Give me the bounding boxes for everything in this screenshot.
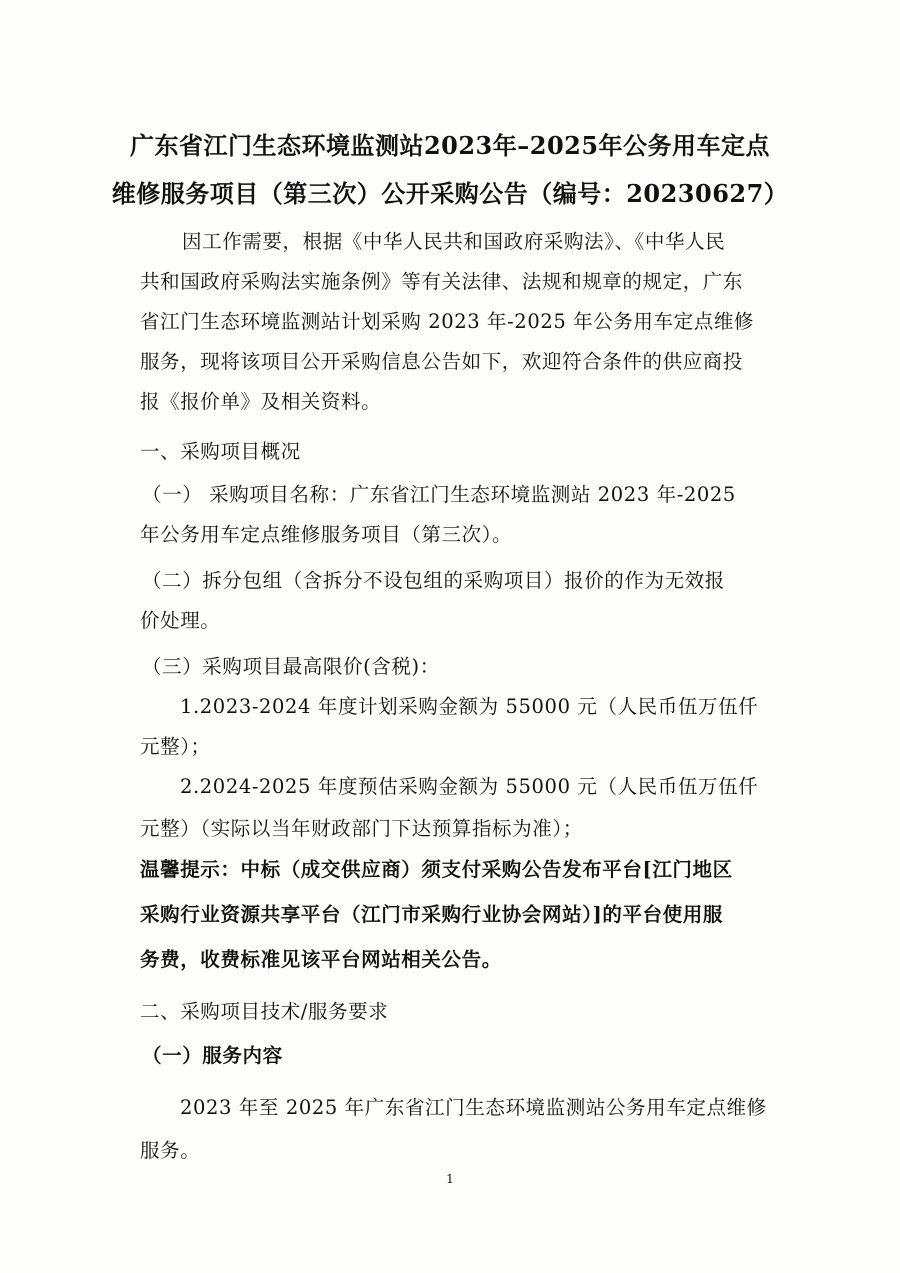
section-1-item-1-line-1: （一） 采购项目名称：广东省江门生态环境监测站 2023 年-2025 <box>142 483 736 506</box>
price-limit-2-line-1: 2.2024-2025 年度预估采购金额为 55000 元（人民币伍万伍仟 <box>180 775 759 798</box>
intro-line-2: 共和国政府采购法实施条例》等有关法律、法规和规章的规定，广东 <box>140 270 744 293</box>
notice-line-2: 采购行业资源共享平台（江门市采购行业协会网站）]的平台使用服 <box>140 903 723 926</box>
section-1-item-1-line-2: 年公务用车定点维修服务项目（第三次）。 <box>140 523 513 546</box>
document-title-line-2: 维修服务项目（第三次）公开采购公告（编号：20230627） <box>111 179 789 208</box>
section-1-item-2-line-2: 价处理。 <box>140 609 221 632</box>
intro-line-5: 报《报价单》及相关资料。 <box>140 390 382 413</box>
notice-line-1: 温馨提示：中标（成交供应商）须支付采购公告发布平台[江门地区 <box>140 858 733 881</box>
page-number: 1 <box>446 1172 454 1186</box>
intro-line-3: 省江门生态环境监测站计划采购 2023 年-2025 年公务用车定点维修 <box>140 310 755 333</box>
section-2-heading: 二、采购项目技术/服务要求 <box>140 1000 389 1023</box>
intro-line-1: 因工作需要，根据《中华人民共和国政府采购法》、《中华人民 <box>182 230 726 253</box>
section-2-subheading: （一）服务内容 <box>142 1044 283 1067</box>
notice-line-3: 务费，收费标准见该平台网站相关公告。 <box>140 948 502 971</box>
price-limit-2-line-2: 元整）（实际以当年财政部门下达预算指标为准）； <box>140 817 583 840</box>
service-content-line-1: 2023 年至 2025 年广东省江门生态环境监测站公务用车定点维修 <box>180 1096 767 1119</box>
section-1-heading: 一、采购项目概况 <box>140 440 301 463</box>
service-content-line-2: 服务。 <box>140 1139 201 1162</box>
intro-line-4: 服务，现将该项目公开采购信息公告如下，欢迎符合条件的供应商投 <box>140 350 744 373</box>
document-title-line-1: 广东省江门生态环境监测站2023年–2025年公务用车定点 <box>129 131 771 160</box>
price-limit-1-line-2: 元整）； <box>140 735 211 758</box>
section-1-item-3: （三）采购项目最高限价(含税)： <box>142 655 440 678</box>
section-1-item-2-line-1: （二）拆分包组（含拆分不设包组的采购项目）报价的作为无效报 <box>142 569 725 592</box>
price-limit-1-line-1: 1.2023-2024 年度计划采购金额为 55000 元（人民币伍万伍仟 <box>180 695 759 718</box>
